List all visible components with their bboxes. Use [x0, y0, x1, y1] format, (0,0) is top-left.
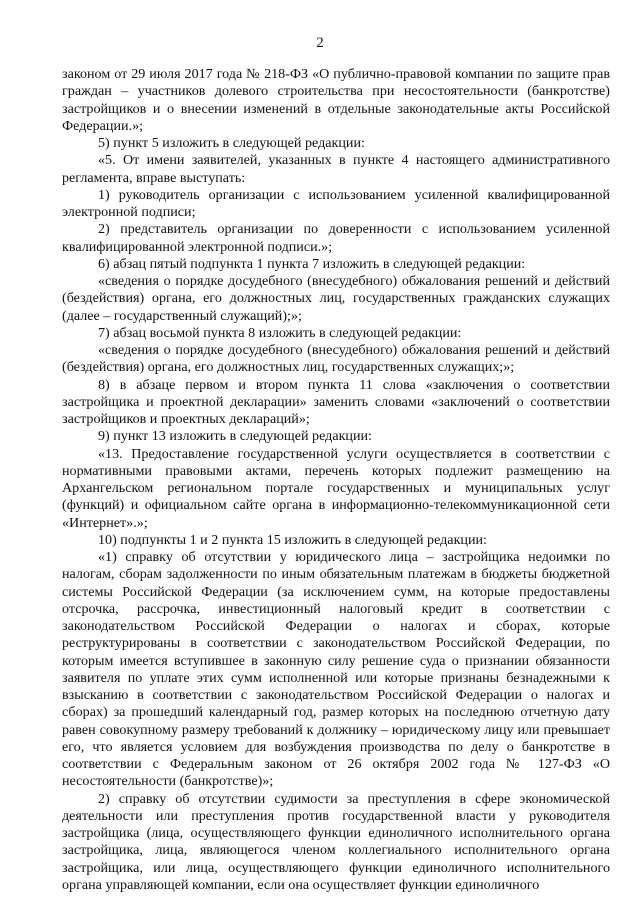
paragraph-item-7: 7) абзац восьмой пункта 8 изложить в следующей редакции:: [98, 324, 462, 341]
paragraph-item-7-text: «сведения о порядке досудебного (внесудебного) обжалования решений и действий (бездействия) органа, его должностных лиц, государственных служащих;»;: [62, 342, 610, 376]
page-number: 2: [316, 35, 324, 51]
paragraph-law-reference: законом от 29 июля 2017 года № 218-ФЗ «О публично-правовой компании по защите прав граждан – участников долевого строительства при несостоятельности (банкротстве) застройщиков и о внесении изменений в отдельные законодательные акты Российской Федерации.»;: [62, 66, 610, 134]
paragraph-item-8: 8) в абзаце первом и втором пункта 11 слова «заключения о соответствии застройщика и проектной декларации» заменить словами «заключений о соответствии застройщиков и проектных деклараций»;: [62, 376, 610, 427]
paragraph-item-9: 9) пункт 13 изложить в следующей редакции:: [98, 428, 372, 445]
paragraph-subitem-1: 1) руководитель организации с использованием усиленной квалифицированной электронной подписи;: [62, 186, 610, 220]
paragraph-subitem-2-certificate: 2) справку об отсутствии судимости за преступления в сфере экономической деятельности или преступления против государственной власти у руководителя застройщика (лица, осуществляющего функции единоличного исполнительного органа застройщика, лица, являющегося членом коллегиального исполнительного органа застройщика, или лица, осуществляющего функции единоличного исполнительного органа управляющей компании, если она осуществляет функции единоличного: [62, 790, 610, 893]
paragraph-subitem-1-certificate: «1) справку об отсутствии у юридического лица – застройщика недоимки по налогам, сборам задолженности по иным обязательным платежам в бюджеты бюджетной системы Российской Федерации (за исключением сумм, на которые предоставлены отсрочка, рассрочка, инвестиционный налоговый кредит в соответствии с законодательством Российской Федерации о налогах и сборах, которые реструктурированы в соответствии с законодательством Российской Федерации, по которым имеется вступившее в законную силу решение суда о признании обязанности заявителя по уплате этих сумм исполненной или которые признаны безнадежными к взысканию в соответствии с законодательством Российской Федерации о налогах и сборах) за прошедший календарный год, размер которых на последнюю отчетную дату равен совокупному размеру требований к должнику – юридическому лицу или превышает его, что является условием для возбуждения производства по делу о банкротстве в соответствии с Федеральным законом от 26 октября 2002 года № 127-ФЗ «О несостоятельности (банкротстве)»;: [62, 549, 610, 790]
document-body: [62, 66, 610, 894]
paragraph-item-5: 5) пункт 5 изложить в следующей редакции:: [98, 135, 365, 151]
paragraph-item-10: 10) подпункты 1 и 2 пункта 15 изложить в следующей редакции:: [98, 531, 487, 548]
paragraph-point-5-text: «5. От имени заявителей, указанных в пункте 4 настоящего административного регламента, вправе выступать:: [62, 152, 610, 186]
paragraph-subitem-2: 2) представитель организации по доверенности с использованием усиленной квалифицированной электронной подписи.»;: [62, 221, 610, 255]
paragraph-item-6-text: «сведения о порядке досудебного (внесудебного) обжалования решений и действий (бездействия) органа, его должностных лиц, государственных гражданских служащих (далее – государственный служащий);»;: [62, 273, 610, 324]
paragraph-point-13-text: «13. Предоставление государственной услуги осуществляется в соответствии с нормативными правовыми актами, перечень которых подлежит размещению на Архангельском региональном портале государственных и муниципальных услуг (функций) и официальном сайте органа в информационно-телекоммуникационной сети «Интернет».»;: [62, 445, 610, 531]
paragraph-item-6: 6) абзац пятый подпункта 1 пункта 7 изложить в следующей редакции:: [98, 255, 526, 272]
